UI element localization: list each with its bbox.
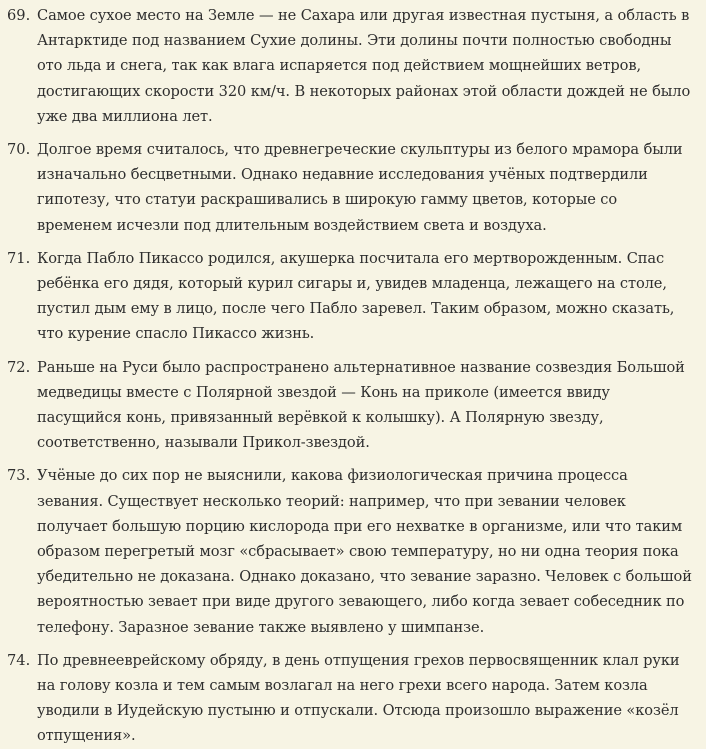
fact-text: Когда Пабло Пикассо родился, акушерка посчитала его мертворожденным. Спас ребёнка его дядя, который курил сигары и, увидев младенца, лежащего на столе, пустил дым ему в лицо, после чего Пабло заревел. Таким образом, можно сказать, что курение спасло Пикассо жизнь. <box>37 249 675 343</box>
fact-item-69 <box>7 3 694 129</box>
fact-number: 71. <box>7 249 31 267</box>
fact-text: Долгое время считалось, что древнегреческие скульптуры из белого мрамора были изначально бесцветными. Однако недавние исследования учёных подтвердили гипотезу, что статуи раскрашивались в широкую гамму цветов, которые со временем исчезли под длительным воздействием света и воздуха. <box>37 141 683 234</box>
fact-item-70 <box>7 137 694 238</box>
fact-number: 70. <box>7 141 31 159</box>
facts-list <box>7 3 694 749</box>
fact-text: Раньше на Руси было распространено альтернативное название созвездия Большой медведицы вместе с Полярной звездой — Конь на приколе (имеется ввиду пасущийся конь, привязанный верёвкой к колышку). А Полярную звезду, соответственно, называли Прикол-звездой. <box>37 358 685 452</box>
fact-item-71 <box>7 246 694 347</box>
fact-item-72 <box>7 355 694 456</box>
fact-number: 69. <box>7 7 31 24</box>
fact-item-73 <box>7 463 694 639</box>
fact-number: 74. <box>7 651 31 669</box>
fact-number: 72. <box>7 358 31 376</box>
fact-number: 73. <box>7 467 31 485</box>
fact-text: Учёные до сих пор не выяснили, какова физиологическая причина процесса зевания. Существует несколько теорий: например, что при зевании человек получает большую порцию кислорода при его нехватке в организме, или что таким образом перегретый мозг «сбрасывает» свою температуру, но ни одна теория пока убедительно не доказана. Однако доказано, что зевание заразно. Человек с большой вероятностью зевает при виде другого зевающего, либо когда зевает собеседник по телефону. Заразное зевание также выявлено у шимпанзе. <box>37 467 692 636</box>
fact-text: Самое сухое место на Земле — не Сахара или другая известная пустыня, а область в Антарктиде под названием Сухие долины. Эти долины почти полностью свободны ото льда и снега, так как влага испаряется под действием мощнейших ветров, достигающих скорости 320 км/ч. В некоторых районах этой области дождей не было уже два миллиона лет. <box>37 7 691 125</box>
fact-text: По древнееврейскому обряду, в день отпущения грехов первосвященник клал руки на голову козла и тем самым возлагал на него грехи всего народа. Затем козла уводили в Иудейскую пустыню и отпускали. Отсюда произошло выражение «козёл отпущения». <box>37 651 680 745</box>
